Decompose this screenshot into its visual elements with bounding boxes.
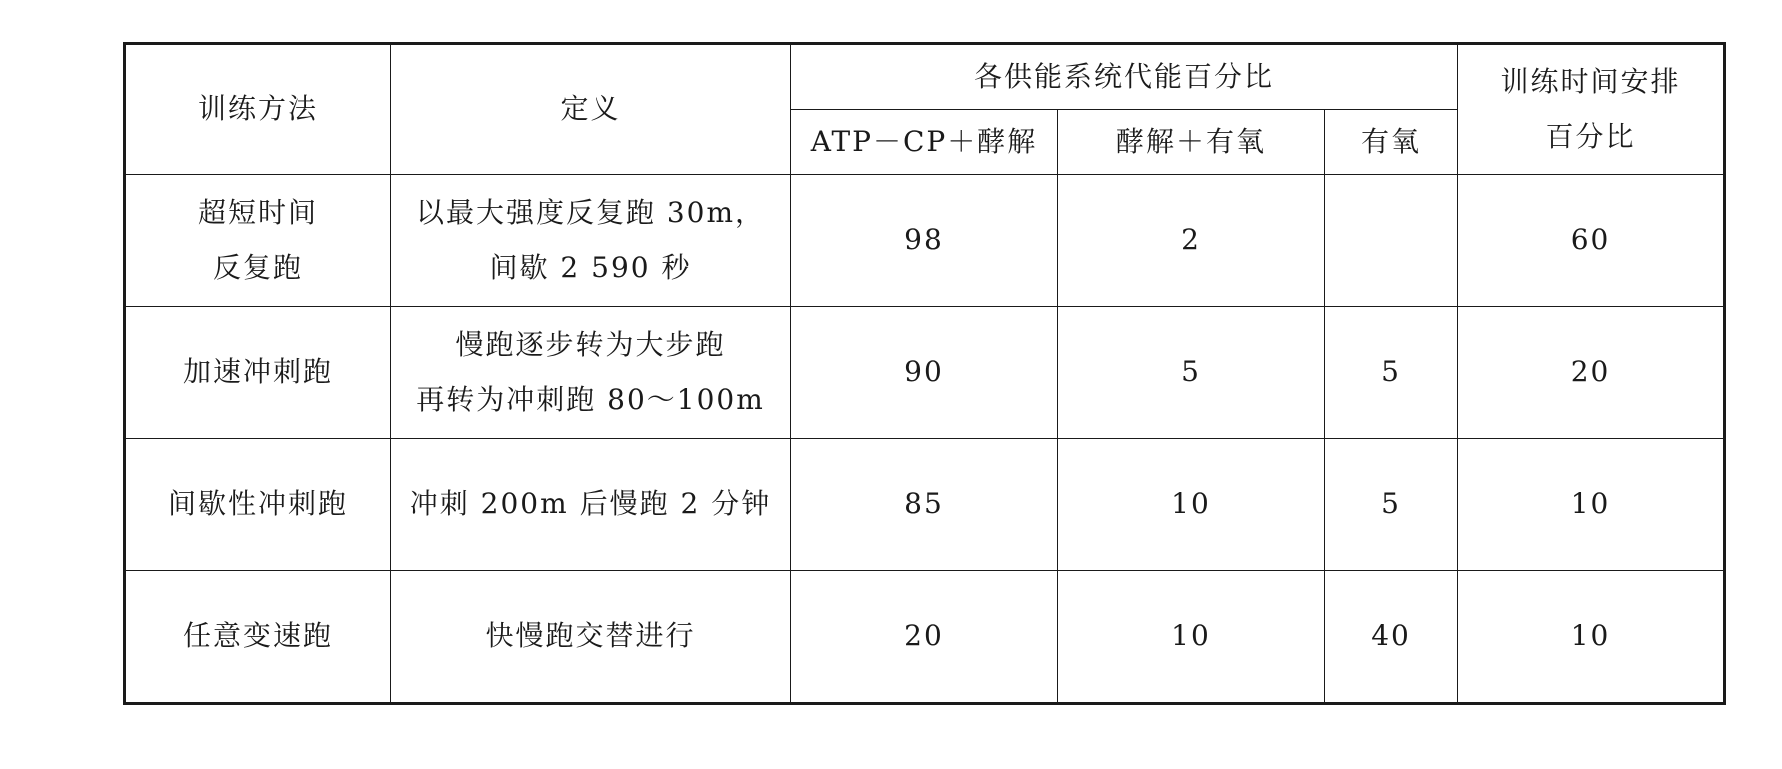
definition-cell xyxy=(391,571,791,704)
header-schedule-line-2: 百分比 xyxy=(1545,119,1636,153)
glycolysis-aerobic-value: 5 xyxy=(1058,307,1325,439)
definition-line: 以最大强度反复跑 30m， xyxy=(415,195,766,229)
definition-cell xyxy=(391,439,791,571)
definition-line: 间歇 2 590 秒 xyxy=(489,250,692,284)
schedule-value: 20 xyxy=(1458,307,1725,439)
definition-line: 快慢跑交替进行 xyxy=(485,619,696,653)
aerobic-value: 40 xyxy=(1325,571,1458,704)
atp-cp-glycolysis-value: 85 xyxy=(791,439,1058,571)
header-atp-cp-glycolysis: ATP－CP＋酵解 xyxy=(791,110,1058,175)
training-methods-table xyxy=(123,42,1726,705)
table-row xyxy=(125,307,1725,439)
method-cell xyxy=(125,175,391,307)
method-line: 加速冲刺跑 xyxy=(182,355,333,389)
header-schedule-line-1: 训练时间安排 xyxy=(1500,64,1681,98)
definition-line: 慢跑逐步转为大步跑 xyxy=(455,327,726,361)
aerobic-value: 5 xyxy=(1325,307,1458,439)
schedule-value: 10 xyxy=(1458,571,1725,704)
definition-cell xyxy=(391,175,791,307)
method-cell xyxy=(125,439,391,571)
definition-line: 再转为冲刺跑 80～100m xyxy=(416,382,765,416)
table-row xyxy=(125,439,1725,571)
aerobic-value xyxy=(1325,175,1458,307)
method-line: 间歇性冲刺跑 xyxy=(167,487,348,521)
method-line: 反复跑 xyxy=(212,250,303,284)
header-energy-group: 各供能系统代能百分比 xyxy=(791,44,1458,110)
glycolysis-aerobic-value: 10 xyxy=(1058,439,1325,571)
definition-cell xyxy=(391,307,791,439)
atp-cp-glycolysis-value: 90 xyxy=(791,307,1058,439)
definition-line: 冲刺 200m 后慢跑 2 分钟 xyxy=(409,487,772,521)
table-row xyxy=(125,571,1725,704)
header-definition: 定义 xyxy=(391,44,791,175)
atp-cp-glycolysis-value: 20 xyxy=(791,571,1058,704)
method-line: 超短时间 xyxy=(197,195,318,229)
atp-cp-glycolysis-value: 98 xyxy=(791,175,1058,307)
glycolysis-aerobic-value: 10 xyxy=(1058,571,1325,704)
header-glycolysis-aerobic: 酵解＋有氧 xyxy=(1058,110,1325,175)
header-schedule xyxy=(1458,44,1725,175)
schedule-value: 10 xyxy=(1458,439,1725,571)
aerobic-value: 5 xyxy=(1325,439,1458,571)
glycolysis-aerobic-value: 2 xyxy=(1058,175,1325,307)
header-method: 训练方法 xyxy=(125,44,391,175)
method-cell xyxy=(125,307,391,439)
schedule-value: 60 xyxy=(1458,175,1725,307)
method-cell xyxy=(125,571,391,704)
method-line: 任意变速跑 xyxy=(182,619,333,653)
header-row-1 xyxy=(125,44,1725,110)
table-row xyxy=(125,175,1725,307)
header-aerobic: 有氧 xyxy=(1325,110,1458,175)
